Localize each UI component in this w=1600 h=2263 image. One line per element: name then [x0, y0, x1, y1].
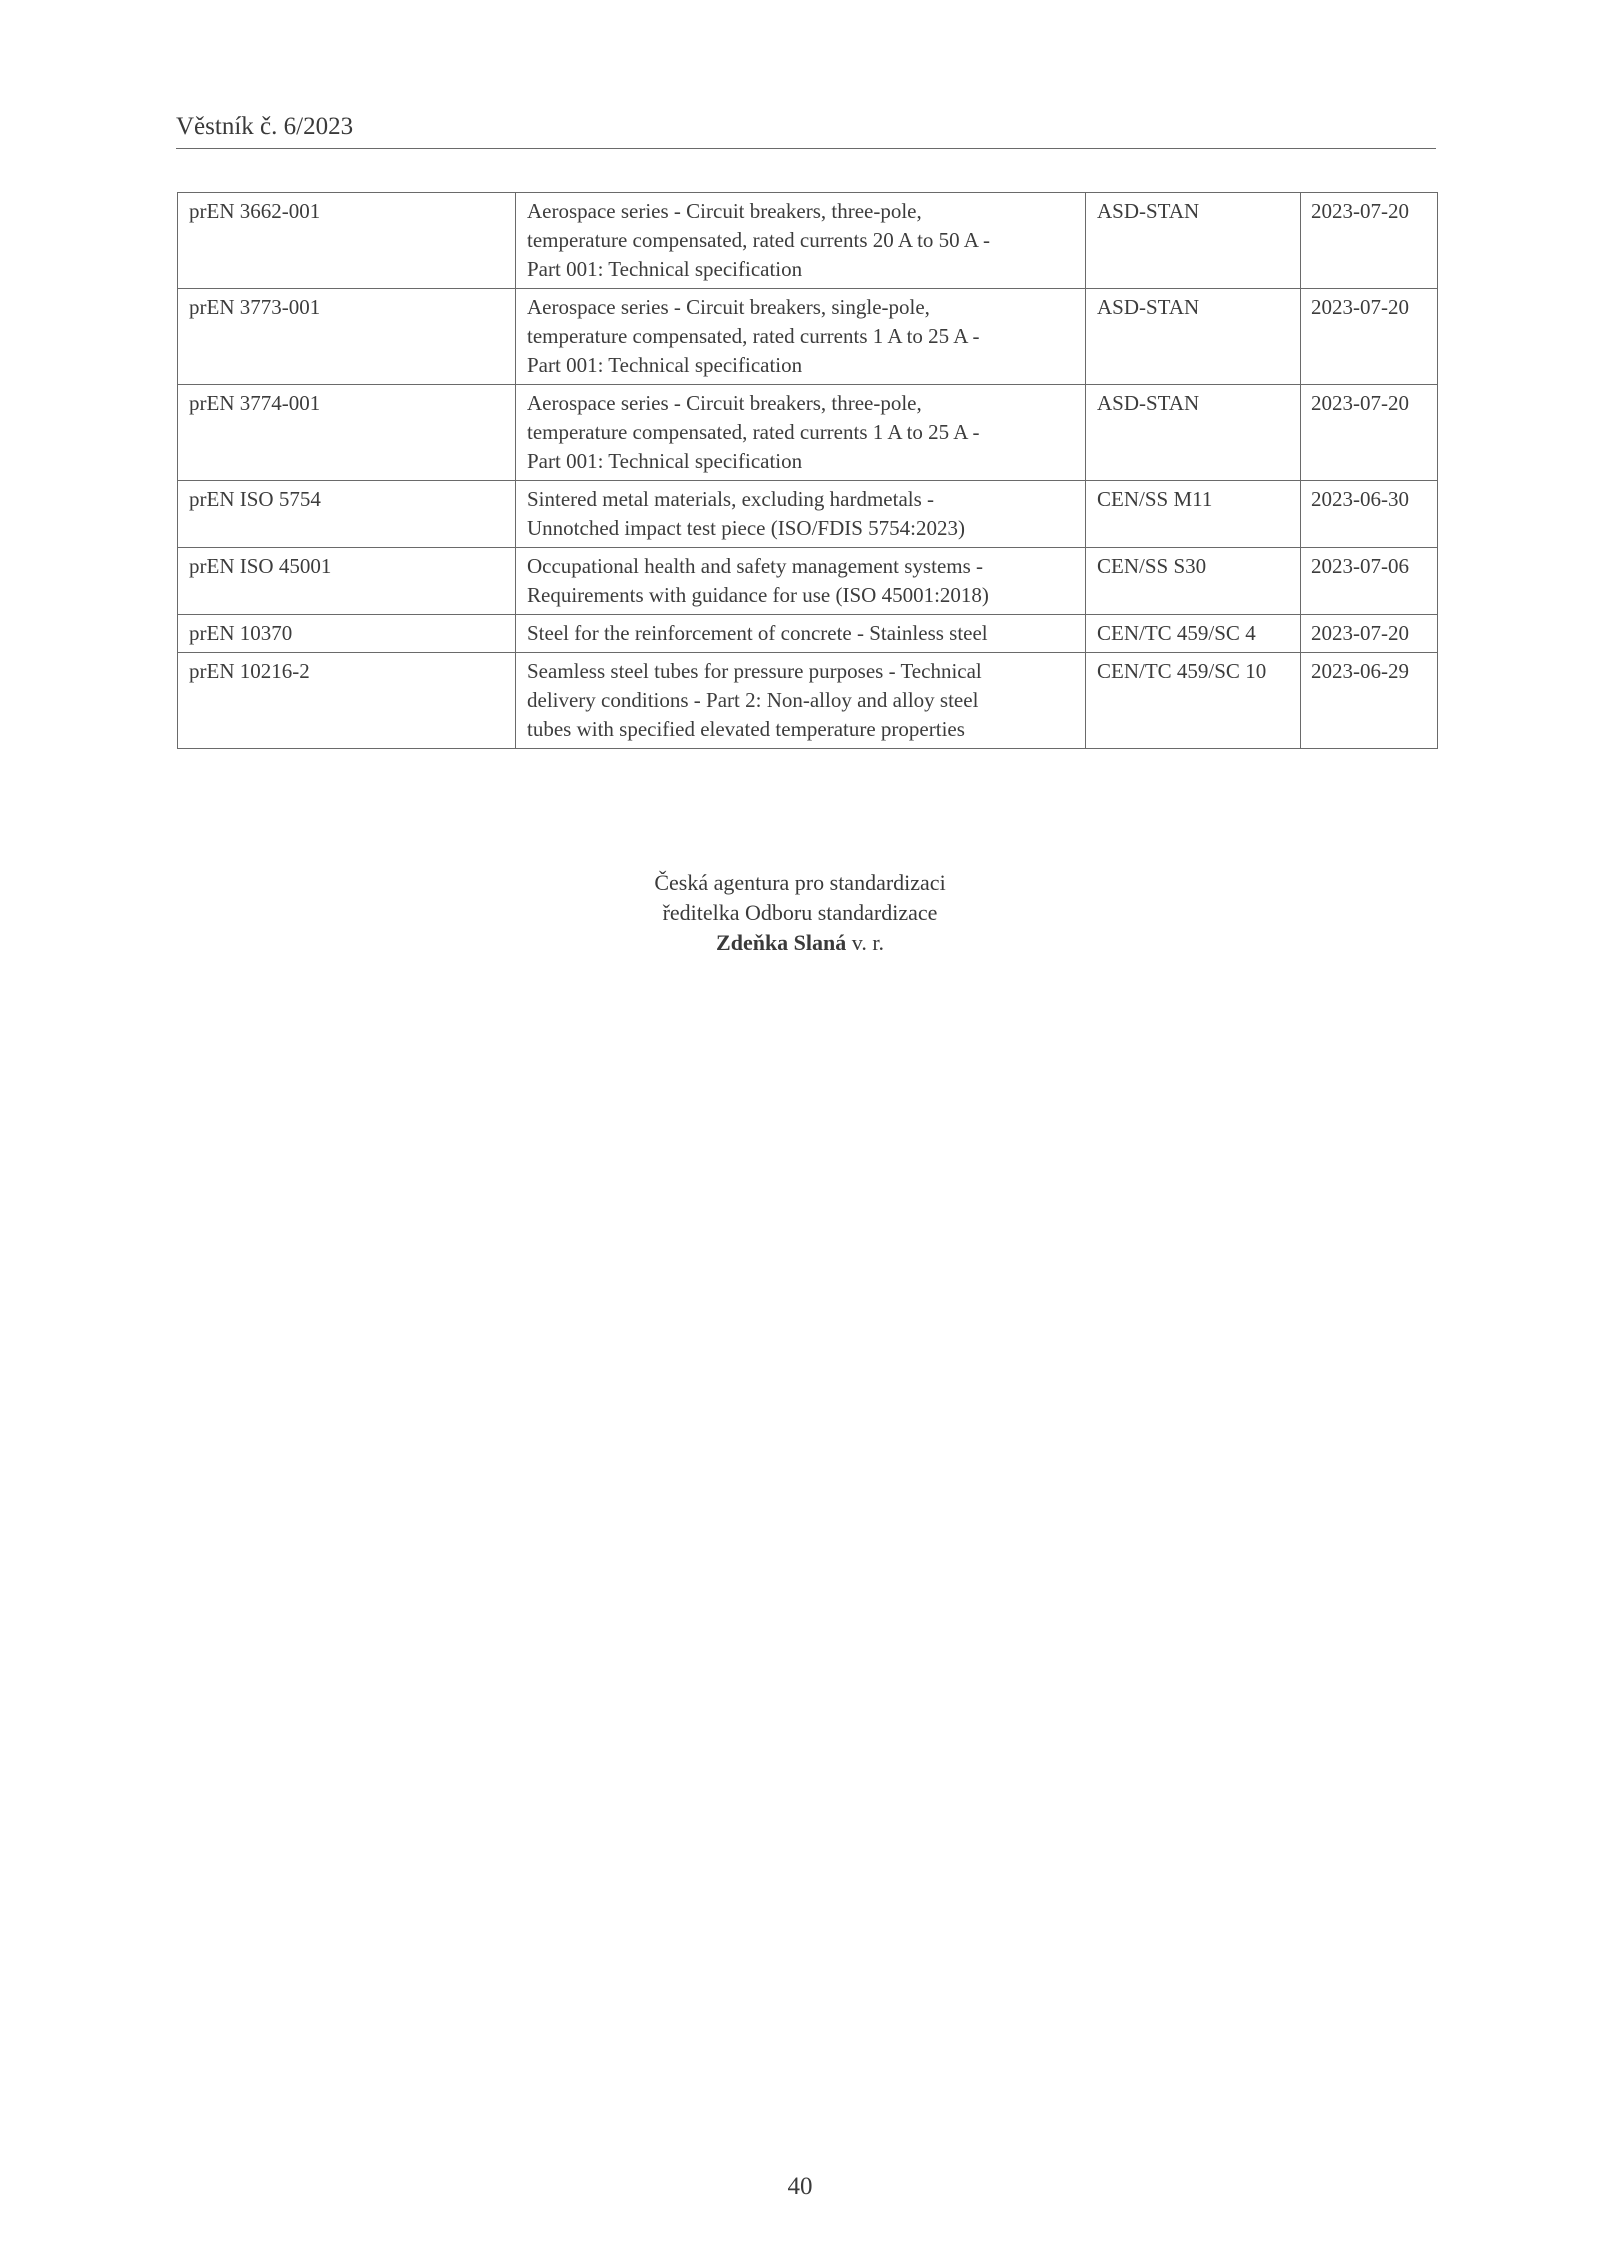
standard-title-line: temperature compensated, rated currents 20 A to 50 A - — [527, 228, 991, 252]
signatory-name: Zdeňka Slaná — [716, 930, 847, 955]
technical-body-cell: ASD-STAN — [1086, 289, 1301, 385]
journal-title: Věstník č. 6/2023 — [176, 113, 354, 140]
standard-title-line: temperature compensated, rated currents 1 A to 25 A - — [527, 420, 980, 444]
standard-title-line: Aerospace series - Circuit breakers, single-pole, — [527, 295, 930, 319]
deadline-date-cell: 2023-06-29 — [1301, 653, 1438, 749]
signature-position: ředitelka Odboru standardizace — [662, 900, 938, 925]
standard-code-cell: prEN ISO 5754 — [178, 481, 516, 548]
standard-title-cell — [516, 481, 1086, 548]
deadline-date-cell: 2023-07-20 — [1301, 615, 1438, 653]
signature-line — [0, 928, 1600, 958]
standard-code-cell: prEN 3773-001 — [178, 289, 516, 385]
standard-code-cell: prEN 10216-2 — [178, 653, 516, 749]
table-row — [178, 615, 1438, 653]
standards-table — [177, 192, 1438, 749]
standard-title-line: Steel for the reinforcement of concrete - Stainless steel — [527, 621, 988, 645]
standard-title-line: Aerospace series - Circuit breakers, three-pole, — [527, 391, 922, 415]
deadline-date-cell: 2023-07-06 — [1301, 548, 1438, 615]
table-row — [178, 481, 1438, 548]
deadline-date-cell: 2023-07-20 — [1301, 193, 1438, 289]
standard-title-line: delivery conditions - Part 2: Non-alloy and alloy steel — [527, 688, 979, 712]
signature-suffix: v. r. — [846, 930, 884, 955]
deadline-date-cell: 2023-06-30 — [1301, 481, 1438, 548]
technical-body-cell: ASD-STAN — [1086, 193, 1301, 289]
technical-body-cell: CEN/TC 459/SC 10 — [1086, 653, 1301, 749]
table-row — [178, 548, 1438, 615]
technical-body-cell: CEN/TC 459/SC 4 — [1086, 615, 1301, 653]
standard-title-line: Part 001: Technical specification — [527, 353, 803, 377]
standard-code-cell: prEN 3774-001 — [178, 385, 516, 481]
standard-title-line: Requirements with guidance for use (ISO 45001:2018) — [527, 583, 989, 607]
standard-title-line: temperature compensated, rated currents 1 A to 25 A - — [527, 324, 980, 348]
standard-title-cell — [516, 548, 1086, 615]
standard-title-line: Occupational health and safety management systems - — [527, 554, 984, 578]
deadline-date-cell: 2023-07-20 — [1301, 385, 1438, 481]
standard-title-line: Part 001: Technical specification — [527, 257, 803, 281]
standard-title-line: Sintered metal materials, excluding hardmetals - — [527, 487, 935, 511]
standard-code-cell: prEN 10370 — [178, 615, 516, 653]
table-row — [178, 289, 1438, 385]
standards-table-body — [178, 193, 1438, 749]
table-row — [178, 385, 1438, 481]
standard-title-line: Seamless steel tubes for pressure purposes - Technical — [527, 659, 982, 683]
standard-title-line: tubes with specified elevated temperature properties — [527, 717, 965, 741]
standard-title-cell — [516, 289, 1086, 385]
table-row — [178, 193, 1438, 289]
standard-code-cell: prEN 3662-001 — [178, 193, 516, 289]
standard-title-line: Part 001: Technical specification — [527, 449, 803, 473]
technical-body-cell: CEN/SS S30 — [1086, 548, 1301, 615]
technical-body-cell: ASD-STAN — [1086, 385, 1301, 481]
standard-title-cell — [516, 615, 1086, 653]
table-row — [178, 653, 1438, 749]
deadline-date-cell: 2023-07-20 — [1301, 289, 1438, 385]
standard-code-cell: prEN ISO 45001 — [178, 548, 516, 615]
signature-organization: Česká agentura pro standardizaci — [654, 870, 946, 895]
running-header — [176, 112, 1436, 149]
page-number: 40 — [787, 2173, 813, 2200]
standard-title-cell — [516, 653, 1086, 749]
signature-block — [0, 868, 1600, 958]
standard-title-cell — [516, 385, 1086, 481]
technical-body-cell: CEN/SS M11 — [1086, 481, 1301, 548]
standard-title-line: Unnotched impact test piece (ISO/FDIS 5754:2023) — [527, 516, 966, 540]
standard-title-line: Aerospace series - Circuit breakers, three-pole, — [527, 199, 922, 223]
standard-title-cell — [516, 193, 1086, 289]
